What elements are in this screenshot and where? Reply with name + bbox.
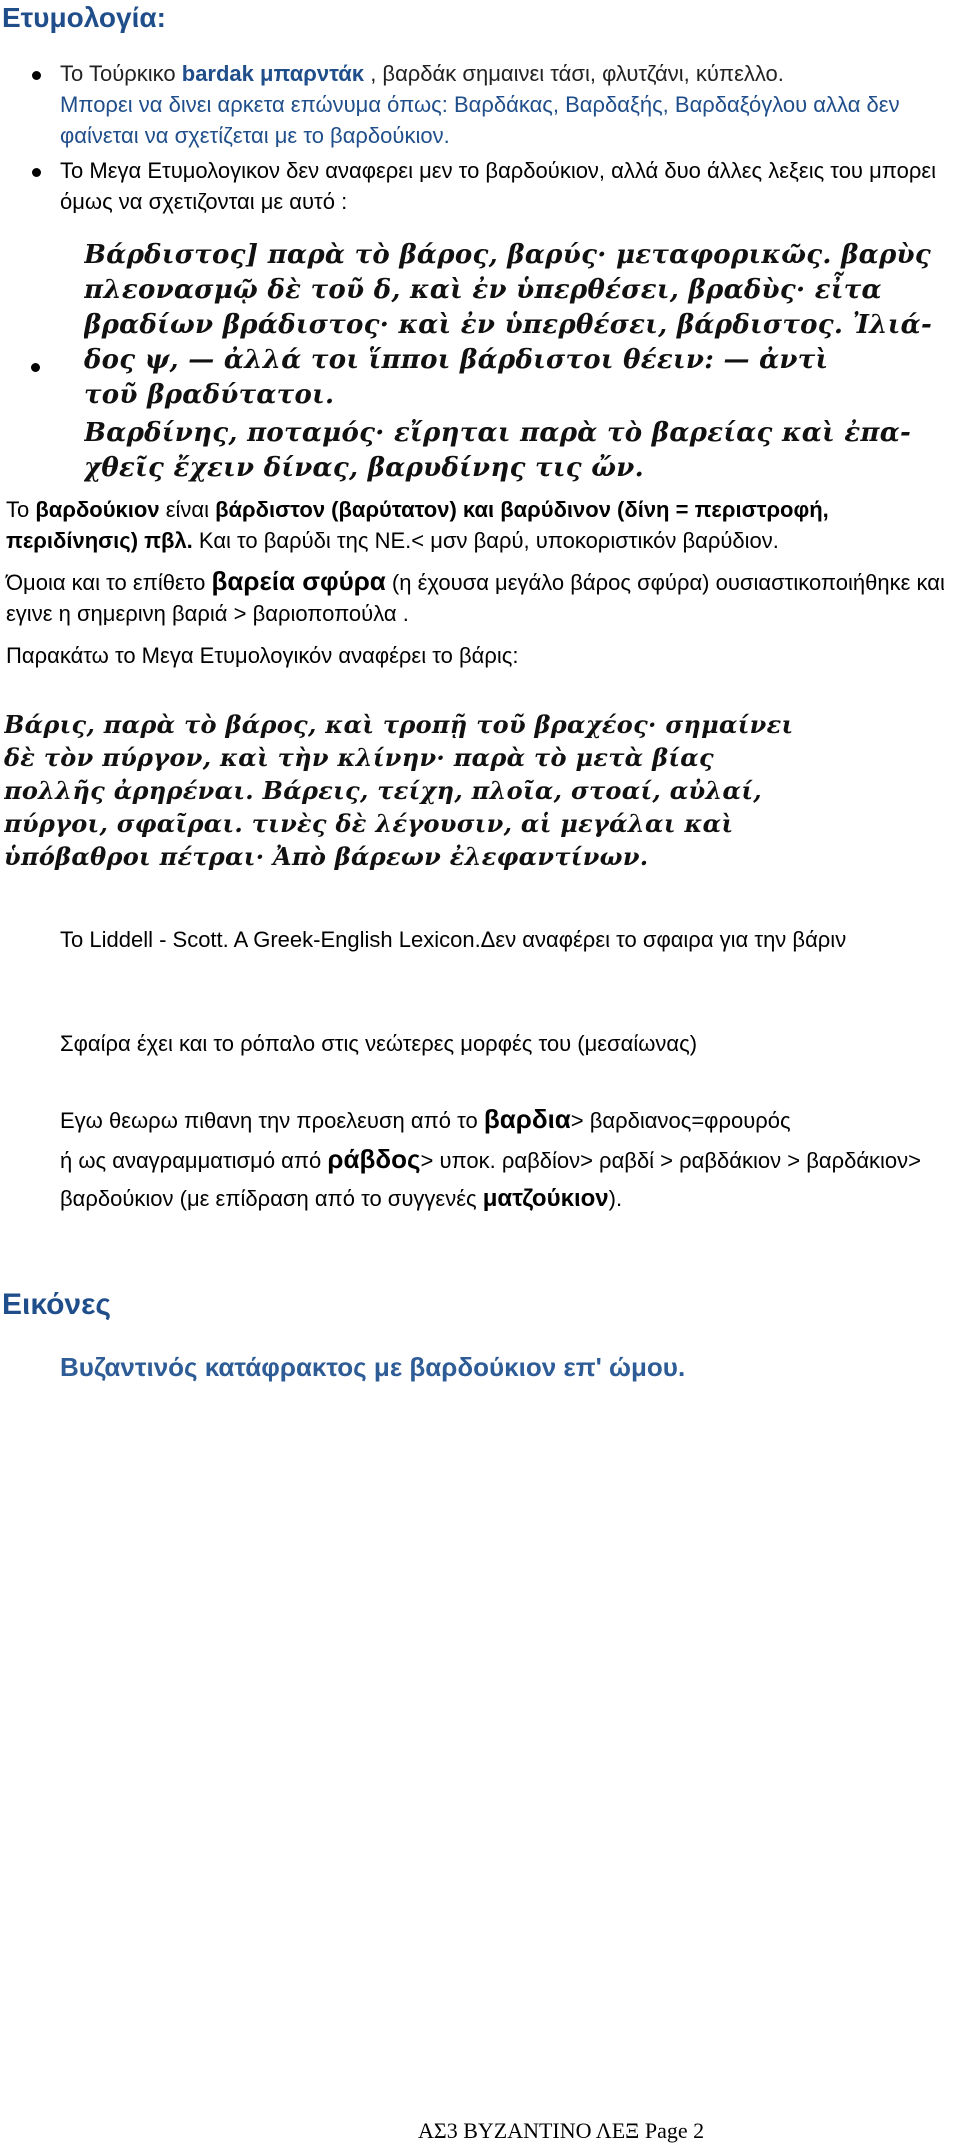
- text-span: Και το βαρύδι της ΝΕ.< μσν βαρύ, υποκοριστικόν βαρύδιον.: [192, 528, 779, 553]
- scanned-dictionary-excerpt-2: [4, 702, 960, 882]
- image-caption-heading: Βυζαντινός κατάφρακτος με βαρδούκιον επ' ώμου.: [60, 1352, 686, 1382]
- paragraph-bareia-sfyra: [6, 566, 958, 629]
- bullet-icon: [32, 168, 41, 177]
- scan-line: δὲ τὸν πύργον, καὶ τὴν κλίνην· παρὰ τὸ μετὰ βίας: [4, 743, 714, 772]
- scan-line: πολλῆς ἀρηρέναι. Βάρεις, τείχη, πλοῖα, στοαί, αὐλαί,: [4, 776, 762, 805]
- list-item: [30, 58, 950, 151]
- paragraph-theory: [60, 1100, 940, 1218]
- text-span: Όμοια και το επίθετο: [6, 570, 212, 595]
- text-span: Εγω θεωρω πιθανη την προελευση από το: [60, 1108, 484, 1133]
- bold-term: ματζούκιον: [482, 1185, 609, 1212]
- scan-line: πλεονασμῷ δὲ τοῦ δ, καὶ ἐν ὑπερθέσει, βραδὺς· εἶτα: [84, 275, 882, 305]
- scan-line: χθεῖς ἔχειν δίνας, βαρυδίνης τις ὤν.: [84, 453, 644, 483]
- paragraph-bardoukion: [6, 494, 958, 556]
- paragraph-baris-intro: Παρακάτω το Μεγα Ετυμολογικόν αναφέρει το βάρις:: [6, 643, 519, 668]
- text-span: ή ως αναγραμματισμό από: [60, 1148, 328, 1173]
- bullet-text-line2: Μπορει να δινει αρκετα επώνυμα όπως: Βαρδάκας, Βαρδαξής, Βαρδαξόγλου αλλα δεν φαίνεται να σχετίζεται με το βαρδούκιον.: [60, 92, 900, 148]
- bullet-icon: [31, 363, 40, 372]
- bold-term: βαρδούκιον: [35, 497, 160, 522]
- scan-line: πύργοι, σφαῖραι. τινὲς δὲ λέγουσιν, αἱ μεγάλαι καὶ: [4, 809, 734, 838]
- bold-term: βάρδιστον (βαρύτατον) και βαρύδινον (δίνη = περιστροφή, περιδίνησις) πβλ.: [6, 497, 829, 553]
- scan-line: ὑπόβαθροι πέτραι· Ἀπὸ βάρεων ἐλεφαντίνων.: [4, 842, 649, 871]
- scan-line: βραδίων βράδιστος· καὶ ἐν ὑπερθέσει, βάρδιστος. Ἰλιά-: [84, 310, 933, 340]
- text-span: είναι: [159, 497, 216, 522]
- bullet-icon: [32, 71, 41, 80]
- bullet-text-pre: Το Τούρκικο: [60, 61, 182, 86]
- text-span: (η έχουσα μεγάλο βάρος σφύρα) ουσιαστικοποιήθηκε και εγινε η σημερινη βαριά > βαριοποπούλα .: [6, 570, 945, 626]
- etymology-heading: Ετυμολογία:: [2, 2, 166, 33]
- etymology-bullet-list: [30, 58, 950, 221]
- text-span: > βαρδιανος=φρουρός: [570, 1108, 791, 1133]
- text-span: ).: [608, 1186, 623, 1211]
- images-heading: Εικόνες: [2, 1288, 111, 1321]
- bold-term: ράβδος: [327, 1144, 421, 1174]
- bullet-text-post: , βαρδάκ σημαινει τάσι, φλυτζάνι, κύπελλο.: [364, 61, 784, 86]
- text-span: > υποκ. ραβδίον> ραβδί > ραβδάκιον > βαρδάκιον> βαρδούκιον (με επίδραση από το συγγενές: [60, 1148, 922, 1211]
- paragraph-sfaira: Σφαίρα έχει και το ρόπαλο στις νεώτερες μορφές του (μεσαίωνας): [60, 1031, 698, 1056]
- page-footer: ΑΣ3 ΒΥΖΑΝΤΙΝΟ ΛΕΞ Page 2: [418, 2118, 705, 2143]
- scan-line: Βαρδίνης, ποταμός· εἴρηται παρὰ τὸ βαρείας καὶ ἐπα-: [84, 418, 912, 448]
- text-span: Το: [6, 497, 36, 522]
- scanned-dictionary-excerpt-1: [84, 236, 954, 486]
- scan-line: Βάρις, παρὰ τὸ βάρος, καὶ τροπῇ τοῦ βραχέος· σημαίνει: [4, 710, 794, 739]
- scan-line: δος ψ, — ἀλλά τοι ἵπποι βάρδιστοι θέειν: — ἀντὶ: [84, 345, 829, 375]
- list-item: [30, 155, 950, 217]
- scan-line: τοῦ βραδύτατοι.: [84, 380, 335, 410]
- bullet-text-bold: bardak μπαρντάκ: [181, 61, 365, 86]
- bold-term: βαρεία σφύρα: [211, 566, 386, 596]
- paragraph-liddell-scott: Το Liddell - Scott. A Greek-English Lexicon.Δεν αναφέρει το σφαιρα για την βάριν: [60, 927, 847, 952]
- bullet-text: Το Μεγα Ετυμολογικον δεν αναφερει μεν το βαρδούκιον, αλλά δυο άλλες λεξεις του μπορει όμως να σχετιζονται με αυτό :: [60, 158, 937, 214]
- bold-term: βαρδια: [483, 1104, 571, 1134]
- scan-line: Βάρδιστος] παρὰ τὸ βάρος, βαρύς· μεταφορικῶς. βαρὺς: [84, 240, 932, 270]
